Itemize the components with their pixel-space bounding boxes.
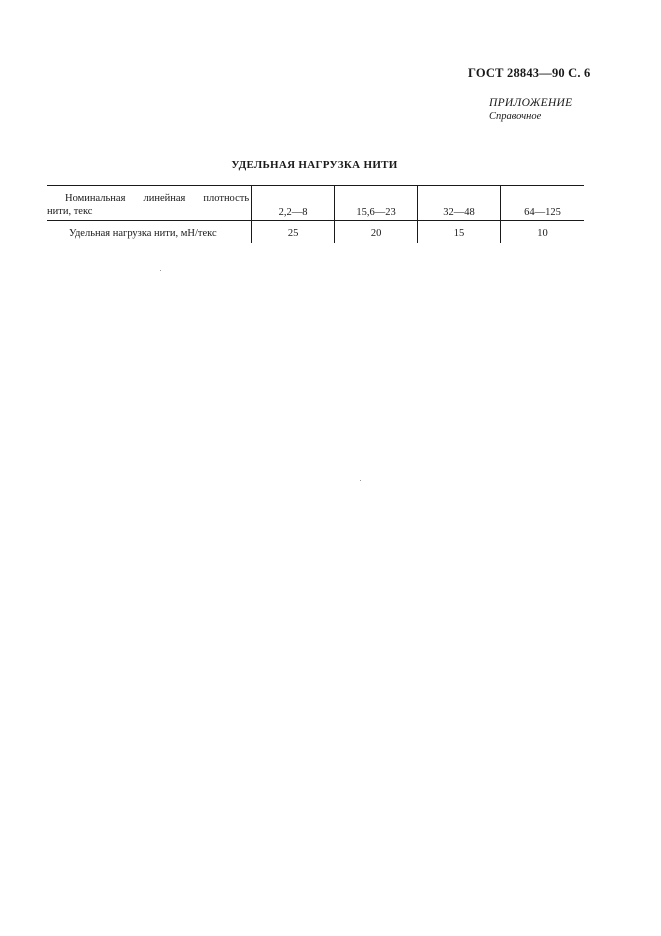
table-cell: 64—125 [501, 186, 585, 221]
table-cell: 25 [252, 221, 335, 244]
appendix-kind: Справочное [489, 111, 542, 122]
appendix-block [489, 96, 572, 124]
row-label-line1: Номинальная линейная плотность [65, 193, 250, 204]
table-cell: 20 [335, 221, 418, 244]
scan-speck [160, 270, 161, 271]
table-row [47, 221, 584, 244]
document-header: ГОСТ 28843—90 С. 6 [468, 66, 591, 80]
table-cell: 15,6—23 [335, 186, 418, 221]
row-label [47, 186, 252, 221]
row-label: Удельная нагрузка нити, мН/текс [69, 227, 217, 239]
scan-speck [360, 480, 361, 481]
appendix-title: ПРИЛОЖЕНИЕ [489, 97, 573, 109]
table-title [0, 159, 661, 171]
table-cell: 32—48 [418, 186, 501, 221]
table-cell: 2,2—8 [252, 186, 335, 221]
row-label-line2: нити, текс [47, 206, 93, 217]
table-row [47, 186, 584, 221]
thread-load-table [47, 185, 584, 243]
table-title-text: УДЕЛЬНАЯ НАГРУЗКА НИТИ [231, 159, 398, 171]
table-cell: 15 [418, 221, 501, 244]
table-cell: 10 [501, 221, 585, 244]
